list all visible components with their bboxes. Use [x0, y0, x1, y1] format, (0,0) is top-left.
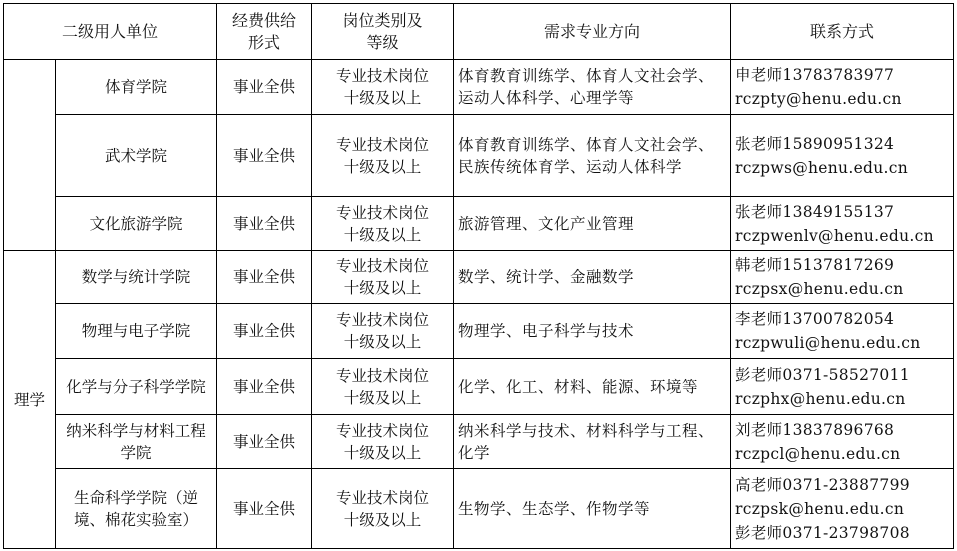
position-cell: 专业技术岗位十级及以上	[312, 359, 454, 415]
contact-email[interactable]: rczpsx@henu.edu.cn	[735, 280, 904, 298]
unit-cell: 体育学院	[56, 60, 217, 115]
contact-cell	[731, 115, 954, 197]
funding-cell: 事业全供	[217, 251, 312, 304]
major-cell: 数学、统计学、金融数学	[454, 251, 731, 304]
position-cell: 专业技术岗位十级及以上	[312, 304, 454, 359]
contact-cell	[731, 415, 954, 469]
position-cell: 专业技术岗位十级及以上	[312, 115, 454, 197]
contact-email[interactable]: rczpsk@henu.edu.cn	[735, 499, 905, 518]
contact-line: 刘老师13837896768	[735, 420, 895, 439]
table-row	[4, 359, 954, 415]
contact-cell	[731, 60, 954, 115]
header-funding: 经费供给形式	[217, 4, 312, 60]
unit-cell: 生命科学学院（逆境、棉花实验室）	[56, 469, 217, 549]
contact-line: 申老师13783783977	[735, 66, 895, 84]
major-cell: 体育教育训练学、体育人文社会学、运动人体科学、心理学等	[454, 60, 731, 115]
position-cell: 专业技术岗位十级及以上	[312, 197, 454, 251]
contact-cell	[731, 251, 954, 304]
major-cell: 纳米科学与技术、材料科学与工程、化学	[454, 415, 731, 469]
position-cell: 专业技术岗位十级及以上	[312, 415, 454, 469]
contact-email[interactable]: rczpty@henu.edu.cn	[735, 90, 902, 108]
contact-line: 张老师15890951324	[735, 134, 895, 153]
major-cell: 体育教育训练学、体育人文社会学、民族传统体育学、运动人体科学	[454, 115, 731, 197]
funding-cell: 事业全供	[217, 60, 312, 115]
contact-line: 彭老师0371-23798708	[735, 523, 910, 542]
table-row	[4, 251, 954, 304]
unit-cell: 数学与统计学院	[56, 251, 217, 304]
table-row	[4, 415, 954, 469]
contact-email[interactable]: rczphx@henu.edu.cn	[735, 389, 906, 408]
contact-email[interactable]: rczpws@henu.edu.cn	[735, 158, 909, 177]
funding-cell: 事业全供	[217, 304, 312, 359]
major-cell: 旅游管理、文化产业管理	[454, 197, 731, 251]
unit-cell: 纳米科学与材料工程学院	[56, 415, 217, 469]
category-cell	[4, 60, 56, 251]
unit-cell: 文化旅游学院	[56, 197, 217, 251]
contact-line: 张老师13849155137	[735, 202, 895, 221]
position-cell: 专业技术岗位十级及以上	[312, 469, 454, 549]
table-row	[4, 197, 954, 251]
header-unit: 二级用人单位	[4, 4, 217, 60]
header-contact: 联系方式	[731, 4, 954, 60]
major-cell: 生物学、生态学、作物学等	[454, 469, 731, 549]
major-cell: 化学、化工、材料、能源、环境等	[454, 359, 731, 415]
funding-cell: 事业全供	[217, 359, 312, 415]
header-major: 需求专业方向	[454, 4, 731, 60]
table-row	[4, 469, 954, 549]
table-row	[4, 60, 954, 115]
unit-cell: 物理与电子学院	[56, 304, 217, 359]
position-cell: 专业技术岗位十级及以上	[312, 251, 454, 304]
funding-cell: 事业全供	[217, 115, 312, 197]
header-position: 岗位类别及等级	[312, 4, 454, 60]
table-row	[4, 115, 954, 197]
recruitment-table	[3, 3, 954, 549]
header-row	[4, 4, 954, 60]
major-cell: 物理学、电子科学与技术	[454, 304, 731, 359]
contact-email[interactable]: rczpwuli@henu.edu.cn	[735, 334, 921, 352]
contact-cell	[731, 359, 954, 415]
funding-cell: 事业全供	[217, 197, 312, 251]
contact-cell	[731, 469, 954, 549]
contact-cell	[731, 304, 954, 359]
contact-line: 彭老师0371-58527011	[735, 365, 910, 384]
table-row	[4, 304, 954, 359]
position-cell: 专业技术岗位十级及以上	[312, 60, 454, 115]
contact-line: 李老师13700782054	[735, 310, 895, 328]
unit-cell: 武术学院	[56, 115, 217, 197]
contact-line: 韩老师15137817269	[735, 256, 895, 274]
contact-cell	[731, 197, 954, 251]
contact-email[interactable]: rczpwenlv@henu.edu.cn	[735, 226, 934, 245]
funding-cell: 事业全供	[217, 415, 312, 469]
contact-line: 高老师0371-23887799	[735, 475, 910, 494]
category-cell: 理学	[4, 251, 56, 549]
unit-cell: 化学与分子科学学院	[56, 359, 217, 415]
contact-email[interactable]: rczpcl@henu.edu.cn	[735, 444, 901, 463]
funding-cell: 事业全供	[217, 469, 312, 549]
